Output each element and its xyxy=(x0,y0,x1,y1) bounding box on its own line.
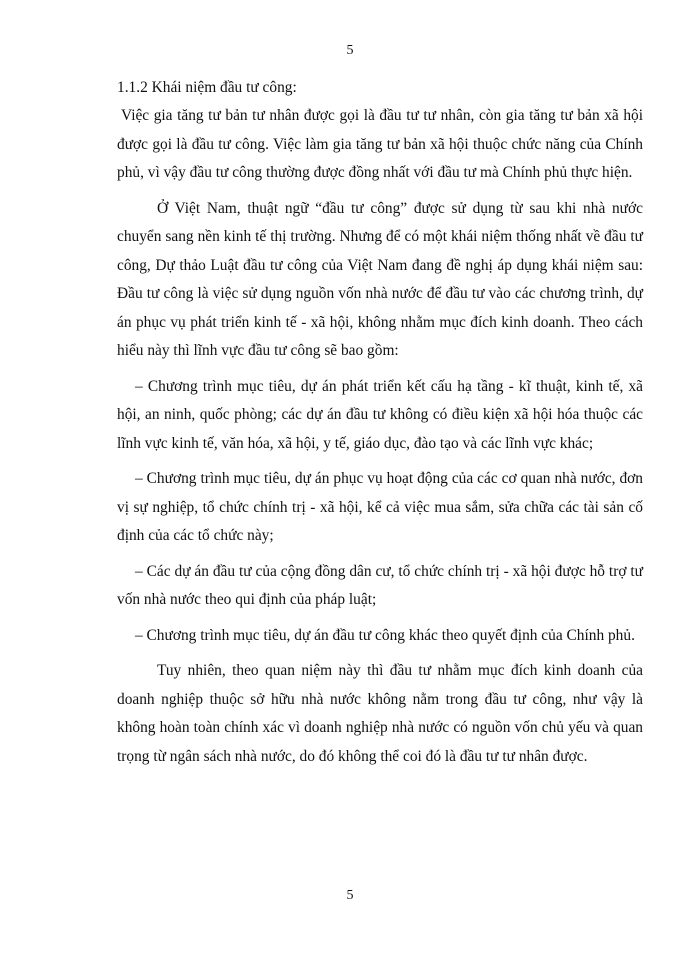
paragraph-1: Việc gia tăng tư bản tư nhân được gọi là đầu tư tư nhân, còn gia tăng tư bản xã hội được gọi là đầu tư công. Việc làm gia tăng tư bản xã hội thuộc chức năng của Chính phủ, vì vậy đầu tư công thường được đồng nhất với đầu tư mà Chính phủ thực hiện. xyxy=(117,107,643,181)
page-number-top: 5 xyxy=(346,43,354,58)
document-body xyxy=(117,74,643,778)
list-item-4: – Chương trình mục tiêu, dự án đầu tư công khác theo quyết định của Chính phủ. xyxy=(135,626,635,644)
list-item-2: – Chương trình mục tiêu, dự án phục vụ hoạt động của các cơ quan nhà nước, đơn vị sự nghiệp, tổ chức chính trị - xã hội, kể cả việc mua sắm, sửa chữa các tài sản cố định của các tổ chức này; xyxy=(117,470,643,544)
list-item-3: – Các dự án đầu tư của cộng đồng dân cư, tổ chức chính trị - xã hội được hỗ trợ tư vốn nhà nước theo qui định của pháp luật; xyxy=(117,562,643,608)
page-number-bottom: 5 xyxy=(346,888,354,903)
closing-paragraph: Tuy nhiên, theo quan niệm này thì đầu tư nhằm mục đích kinh doanh của doanh nghiệp thuộc sở hữu nhà nước không nằm trong đầu tư công, như vậy là không hoàn toàn chính xác vì doanh nghiệp nhà nước có nguồn vốn chủ yếu và quan trọng từ ngân sách nhà nước, do đó không thể coi đó là đầu tư tư nhân được. xyxy=(117,662,643,765)
list-item-1: – Chương trình mục tiêu, dự án phát triển kết cấu hạ tầng - kĩ thuật, kinh tế, xã hội, an ninh, quốc phòng; các dự án đầu tư không có điều kiện xã hội hóa thuộc các lĩnh vực kinh tế, văn hóa, xã hội, y tế, giáo dục, đào tạo và các lĩnh vực khác; xyxy=(117,377,643,452)
section-heading: 1.1.2 Khái niệm đầu tư công: xyxy=(117,79,297,96)
paragraph-2: Ở Việt Nam, thuật ngữ “đầu tư công” được sử dụng từ sau khi nhà nước chuyển sang nền kinh tế thị trường. Nhưng để có một khái niệm thống nhất về đầu tư công, Dự thảo Luật đầu tư công của Việt Nam đang đề nghị áp dụng khái niệm sau: Đầu tư công là việc sử dụng nguồn vốn nhà nước để đầu tư vào các chương trình, dự án phục vụ phát triển kinh tế - xã hội, không nhằm mục đích kinh doanh. Theo cách hiểu này thì lĩnh vực đầu tư công sẽ bao gồm: xyxy=(117,199,643,359)
